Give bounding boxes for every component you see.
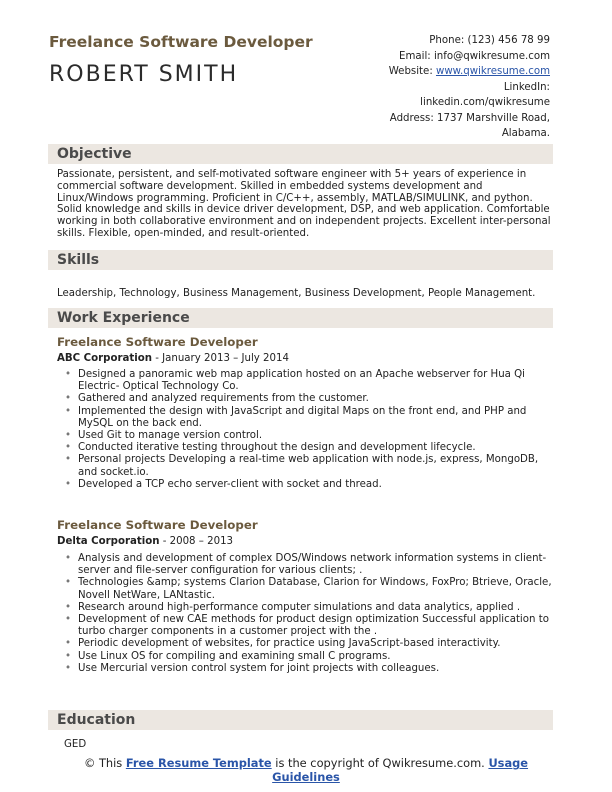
usage-guidelines-link-part1[interactable]: Usage: [488, 756, 529, 770]
website-label: Website:: [388, 66, 436, 77]
contact-phone: Phone: (123) 456 78 99: [429, 35, 550, 46]
list-item: • Development of new CAE methods for product design optimization Successful application to turbo charger components in a customer project with the .: [78, 614, 556, 638]
footer-prefix: © This: [83, 756, 126, 770]
contact-address-line1: Address: 1737 Marshville Road,: [389, 112, 550, 124]
list-item: • Periodic development of websites, for practice using JavaScript-based interactivity.: [78, 638, 556, 650]
list-item: • Research around high-performance computer simulations and data analytics, applied .: [78, 602, 556, 614]
objective-heading: Objective: [57, 146, 132, 162]
job-1-bullets: [78, 369, 556, 491]
job-1-company-line: [57, 353, 289, 364]
skills-heading: Skills: [57, 252, 100, 268]
job-2-bullets: [78, 553, 556, 675]
education-section-bar: [48, 710, 553, 730]
candidate-name: ROBERT SMITH: [49, 62, 239, 87]
list-item: • Designed a panoramic web map application hosted on an Apache webserver for Hua Qi Electric- Optical Technology Co.: [78, 369, 556, 393]
contact-linkedin-value: linkedin.com/qwikresume: [420, 97, 550, 108]
objective-section-bar: [48, 144, 553, 164]
list-item: • Implemented the design with JavaScript and digital Maps on the front end, and PHP and MySQL on the back end.: [78, 406, 556, 430]
job-2-company-line: [57, 536, 233, 547]
list-item: • Developed a TCP echo server-client with socket and thread.: [78, 479, 556, 491]
contact-linkedin-label: LinkedIn:: [503, 81, 550, 93]
list-item: • Used Git to manage version control.: [78, 430, 556, 442]
website-link[interactable]: www.qwikresume.com: [435, 66, 550, 77]
list-item: • Analysis and development of complex DOS/Windows network information systems in client-server and file-server configuration for various clients; .: [78, 553, 556, 577]
list-item: • Gathered and analyzed requirements from the customer.: [78, 393, 556, 405]
work-section-bar: [48, 308, 553, 328]
objective-text: Passionate, persistent, and self-motivated software engineer with 5+ years of experience in commercial software development. Skilled in embedded systems development and Linux/Windows programming. Proficient in C/C++, assembly, MATLAB/SIMULINK, and python. Solid knowledge and skills in device driver development, DSP, and web application. Comfortable working in both collaborative environment and on independent projects. Excellent inter-personal skills. Flexible, open-minded, and result-oriented.: [57, 169, 551, 239]
skills-section-bar: [48, 250, 553, 270]
list-item: • Conducted iterative testing throughout the design and development lifecycle.: [78, 442, 556, 454]
contact-block: [330, 33, 550, 142]
education-heading: Education: [57, 712, 136, 728]
job-1-dates: - January 2013 – July 2014: [151, 353, 289, 364]
contact-website: [330, 64, 550, 80]
list-item: • Technologies &amp; systems Clarion Database, Clarion for Windows, FoxPro; Btrieve, Oracle, Novell NetWare, LANtastic.: [78, 577, 556, 601]
header-job-title: Freelance Software Developer: [49, 33, 313, 51]
free-resume-template-link[interactable]: Free Resume Template: [125, 756, 272, 770]
contact-address-line2: Alabama.: [501, 128, 550, 139]
usage-guidelines-link-part2[interactable]: Guidelines: [272, 769, 340, 784]
job-2-company: Delta Corporation: [57, 536, 160, 547]
copyright-footer: [0, 757, 612, 784]
job-2-title: Freelance Software Developer: [57, 518, 258, 532]
work-heading: Work Experience: [57, 310, 190, 326]
job-1-company: ABC Corporation: [57, 353, 152, 364]
contact-email: Email: info@qwikresume.com: [399, 50, 550, 62]
education-text: GED: [64, 739, 87, 750]
job-2-dates: - 2008 – 2013: [159, 536, 234, 547]
job-1-title: Freelance Software Developer: [57, 335, 258, 349]
footer-middle: is the copyright of Qwikresume.com.: [271, 756, 489, 770]
skills-text: Leadership, Technology, Business Management, Business Development, People Management.: [57, 288, 536, 299]
list-item: • Personal projects Developing a real-time web application with node.js, express, MongoDB, and socket.io.: [78, 454, 556, 478]
list-item: • Use Mercurial version control system for joint projects with colleagues.: [78, 663, 556, 675]
list-item: • Use Linux OS for compiling and examining small C programs.: [78, 651, 556, 663]
